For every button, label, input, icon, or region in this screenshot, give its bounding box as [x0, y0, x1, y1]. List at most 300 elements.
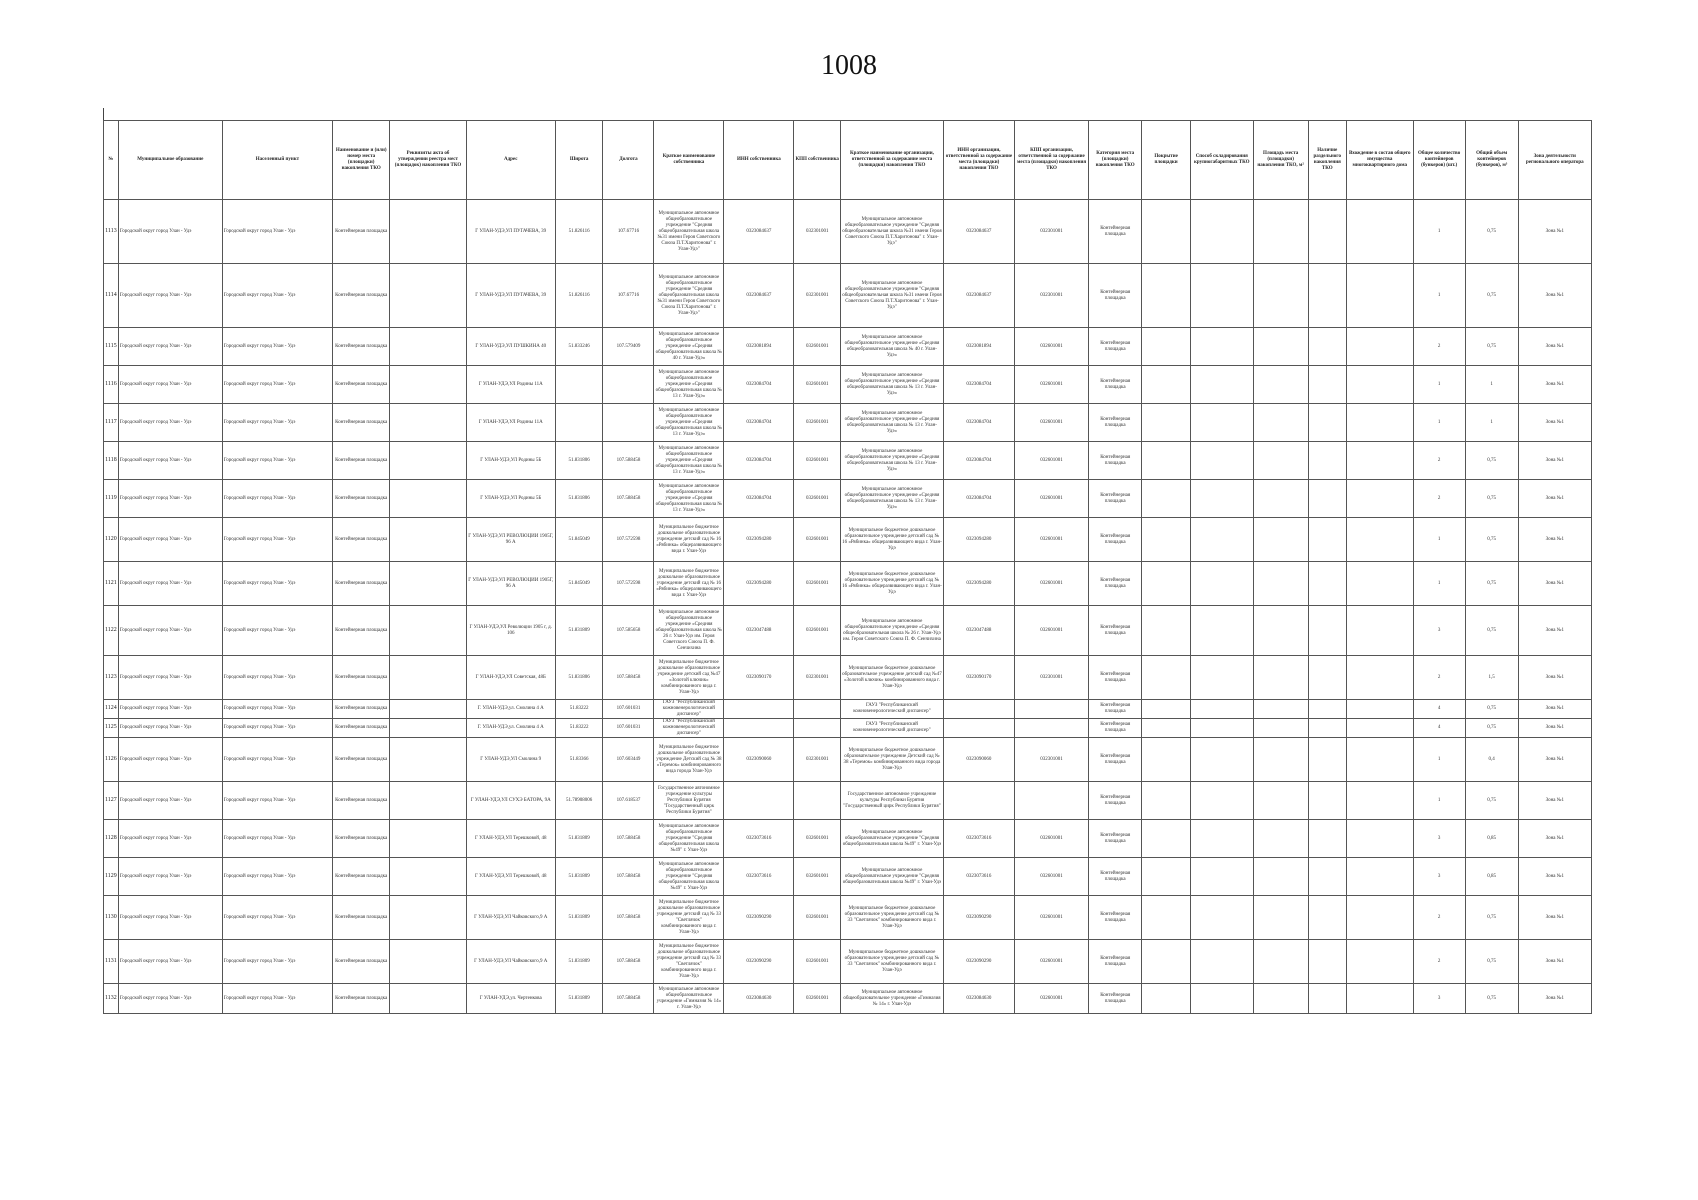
cell-area [1253, 858, 1308, 896]
table-row [104, 782, 1592, 820]
cell-inn: 0323090290 [724, 940, 794, 984]
cell-mo: Городской округ город Улан - Удэ [118, 404, 222, 442]
cell-inn: 0323081894 [724, 328, 794, 366]
cell-np: Городской округ город Улан - Удэ [222, 328, 332, 366]
cell-inn [724, 719, 794, 738]
cell-sep [1308, 404, 1346, 442]
cell-mo: Городской округ город Улан - Удэ [118, 442, 222, 480]
cell-okpp: 032301001 [1014, 200, 1088, 264]
cell-mkd [1346, 896, 1413, 940]
cell-sep [1308, 896, 1346, 940]
cell-cat: Контейнерная площадка [1089, 264, 1142, 328]
cell-kpp: 032301001 [794, 738, 841, 782]
col-header: Наименование и (или) номер места (площадки) накопления ТКО [333, 121, 390, 200]
cell-cov [1142, 700, 1191, 719]
cell-cnt: 4 [1413, 700, 1465, 719]
cell-cnt: 3 [1413, 858, 1465, 896]
cell-n: 1119 [104, 480, 119, 518]
cell-cov [1142, 562, 1191, 606]
cell-lat: 51.83366 [555, 738, 603, 782]
cell-act [390, 366, 466, 404]
cell-org: ГАУЗ "Республиканский кожновенерологический диспансер" [841, 719, 944, 738]
cell-okpp: 032601001 [1014, 442, 1088, 480]
cell-lat: 51.83222 [555, 719, 603, 738]
cell-np: Городской округ город Улан - Удэ [222, 606, 332, 656]
cell-oinn: 0323094280 [943, 518, 1014, 562]
cell-okpp: 032601001 [1014, 404, 1088, 442]
cell-zone: Зона №1 [1518, 328, 1591, 366]
cell-owner: Муниципальное автономное общеобразовательное учреждение "Средняя общеобразовательная школа №31 имени Героя Советского Союза П.Т.Харитонова" г. Улан-Удэ" [654, 200, 724, 264]
cell-kgo [1190, 719, 1253, 738]
cell-area [1253, 200, 1308, 264]
cell-cat: Контейнерная площадка [1089, 940, 1142, 984]
cell-kpp: 032301001 [794, 656, 841, 700]
cell-np: Городской округ город Улан - Удэ [222, 984, 332, 1014]
cell-kpp: 032601001 [794, 940, 841, 984]
cell-vol: 0,75 [1465, 518, 1518, 562]
cell-okpp: 032601001 [1014, 820, 1088, 858]
cell-owner: Муниципальное бюджетное дошкольное образовательное учреждение детский сад №47 «Золотой ключик» комбинированного вида г. Улан-Удэ [654, 656, 724, 700]
cell-cov [1142, 480, 1191, 518]
cell-mo: Городской округ город Улан - Удэ [118, 518, 222, 562]
col-header: Категория места (площадки) накопления ТКО [1089, 121, 1142, 200]
cell-zone: Зона №1 [1518, 200, 1591, 264]
cell-addr: Г УЛАН-УДЭ,УЛ РЕВОЛЮЦИИ 1905Г, 96 А [466, 518, 555, 562]
table-header-row [104, 121, 1592, 200]
cell-mo: Городской округ город Улан - Удэ [118, 328, 222, 366]
cell-np: Городской округ город Улан - Удэ [222, 782, 332, 820]
table-row [104, 858, 1592, 896]
cell-cnt: 1 [1413, 782, 1465, 820]
cell-lat: 51.78908006 [555, 782, 603, 820]
cell-kgo [1190, 984, 1253, 1014]
cell-lat [555, 366, 603, 404]
cell-zone: Зона №1 [1518, 782, 1591, 820]
col-header: Широта [555, 121, 603, 200]
cell-area [1253, 656, 1308, 700]
cell-kpp [794, 719, 841, 738]
cell-name: Контейнерная площадка [333, 656, 390, 700]
cell-addr: Г УЛАН-УДЭ,УЛ ПУШКИНА 40 [466, 328, 555, 366]
cell-lon: 107.588458 [603, 480, 654, 518]
cell-area [1253, 480, 1308, 518]
cell-vol: 1,5 [1465, 656, 1518, 700]
table-body [104, 200, 1592, 1014]
cell-inn: 0323090060 [724, 738, 794, 782]
cell-inn: 0323073616 [724, 858, 794, 896]
cell-mkd [1346, 782, 1413, 820]
cell-act [390, 606, 466, 656]
cell-vol: 0,85 [1465, 858, 1518, 896]
cell-zone: Зона №1 [1518, 264, 1591, 328]
cell-lon: 107.67716 [603, 200, 654, 264]
cell-act [390, 200, 466, 264]
cell-name: Контейнерная площадка [333, 264, 390, 328]
cell-cnt: 2 [1413, 896, 1465, 940]
cell-vol: 0,85 [1465, 820, 1518, 858]
col-header: Реквизиты акта об утверждении реестра мест (площадок) накопления ТКО [390, 121, 466, 200]
cell-kpp: 032601001 [794, 858, 841, 896]
cell-cnt: 2 [1413, 940, 1465, 984]
cell-n: 1126 [104, 738, 119, 782]
cell-cat: Контейнерная площадка [1089, 562, 1142, 606]
cell-oinn: 0323084637 [943, 200, 1014, 264]
cell-n: 1130 [104, 896, 119, 940]
cell-area [1253, 940, 1308, 984]
cell-owner: Муниципальное автономное общеобразовательное учреждение "Средняя общеобразовательная школа №49" г. Улан-Удэ [654, 858, 724, 896]
cell-lat: 51.845049 [555, 562, 603, 606]
col-header: Наличие раздельного накопления ТКО [1308, 121, 1346, 200]
cell-sep [1308, 858, 1346, 896]
cell-kpp: 032601001 [794, 404, 841, 442]
col-header: № [104, 121, 119, 200]
cell-lat: 51.83222 [555, 700, 603, 719]
cell-n: 1127 [104, 782, 119, 820]
cell-np: Городской округ город Улан - Удэ [222, 480, 332, 518]
cell-oinn: 0323084704 [943, 366, 1014, 404]
cell-mkd [1346, 200, 1413, 264]
cell-lon: 107.601031 [603, 700, 654, 719]
cell-sep [1308, 562, 1346, 606]
cell-cat: Контейнерная площадка [1089, 328, 1142, 366]
cell-mo: Городской округ город Улан - Удэ [118, 738, 222, 782]
cell-okpp: 032601001 [1014, 940, 1088, 984]
cell-cnt: 1 [1413, 264, 1465, 328]
cell-mkd [1346, 700, 1413, 719]
cell-lat: 51.833246 [555, 328, 603, 366]
cell-oinn: 0323084704 [943, 442, 1014, 480]
waste-site-register-table [103, 120, 1592, 1014]
cell-n: 1123 [104, 656, 119, 700]
cell-vol: 1 [1465, 404, 1518, 442]
cell-cov [1142, 656, 1191, 700]
cell-okpp: 032601001 [1014, 366, 1088, 404]
left-margin-rule [103, 108, 104, 120]
cell-org: Муниципальное автономное общеобразовательное учреждение "Средняя общеобразовательная школа №49" г. Улан-Удэ [841, 820, 944, 858]
cell-org: Муниципальное бюджетное дошкольное образовательное учреждение детский сад № 16 «Рябинка» общеразвивающего вида г. Улан-Удэ [841, 518, 944, 562]
cell-zone: Зона №1 [1518, 366, 1591, 404]
cell-zone: Зона №1 [1518, 404, 1591, 442]
cell-vol: 0,75 [1465, 480, 1518, 518]
cell-cat: Контейнерная площадка [1089, 896, 1142, 940]
cell-name: Контейнерная площадка [333, 480, 390, 518]
cell-np: Городской округ город Улан - Удэ [222, 562, 332, 606]
cell-mo: Городской округ город Улан - Удэ [118, 896, 222, 940]
table-row [104, 518, 1592, 562]
cell-inn [724, 700, 794, 719]
cell-lon: 107.601031 [603, 719, 654, 738]
cell-owner: ГАУЗ "Республиканский кожновенерологический диспансер" [654, 719, 724, 738]
cell-lon: 107.588458 [603, 940, 654, 984]
cell-act [390, 656, 466, 700]
cell-cat: Контейнерная площадка [1089, 404, 1142, 442]
cell-kgo [1190, 404, 1253, 442]
cell-vol: 0,75 [1465, 719, 1518, 738]
table-row [104, 404, 1592, 442]
cell-inn [724, 782, 794, 820]
cell-org: Муниципальное автономное общеобразовательное учреждение "Средняя общеобразовательная школа №31 имени Героя Советского Союза П.Т.Харитонова" г. Улан-Удэ" [841, 200, 944, 264]
cell-kpp: 032601001 [794, 896, 841, 940]
cell-mkd [1346, 984, 1413, 1014]
cell-okpp: 032601001 [1014, 984, 1088, 1014]
cell-addr: Г УЛАН-УДЭ,УЛ Терешковой, 48 [466, 820, 555, 858]
cell-inn: 0323073616 [724, 820, 794, 858]
cell-n: 1116 [104, 366, 119, 404]
cell-vol: 0,75 [1465, 606, 1518, 656]
cell-kgo [1190, 700, 1253, 719]
cell-lat: 51.845049 [555, 518, 603, 562]
cell-zone: Зона №1 [1518, 518, 1591, 562]
cell-org: Муниципальное автономное общеобразовательное учреждение "Средняя общеобразовательная школа №31 имени Героя Советского Союза П.Т.Харитонова" г. Улан-Удэ" [841, 264, 944, 328]
cell-inn: 0323084637 [724, 200, 794, 264]
cell-act [390, 442, 466, 480]
cell-oinn: 0323084704 [943, 480, 1014, 518]
cell-vol: 0,75 [1465, 200, 1518, 264]
cell-sep [1308, 480, 1346, 518]
cell-inn: 0323084637 [724, 264, 794, 328]
cell-act [390, 738, 466, 782]
cell-mo: Городской округ город Улан - Удэ [118, 480, 222, 518]
cell-name: Контейнерная площадка [333, 442, 390, 480]
cell-okpp [1014, 782, 1088, 820]
cell-n: 1113 [104, 200, 119, 264]
cell-lon: 107.588458 [603, 442, 654, 480]
cell-act [390, 518, 466, 562]
cell-sep [1308, 738, 1346, 782]
cell-mkd [1346, 858, 1413, 896]
cell-org: Муниципальное автономное общеобразовательное учреждение «Средняя общеобразовательная школа № 13 г. Улан-Удэ» [841, 442, 944, 480]
cell-mo: Городской округ город Улан - Удэ [118, 200, 222, 264]
cell-kgo [1190, 328, 1253, 366]
cell-lon: 107.588458 [603, 896, 654, 940]
cell-cov [1142, 940, 1191, 984]
cell-cov [1142, 984, 1191, 1014]
table-row [104, 896, 1592, 940]
cell-mkd [1346, 656, 1413, 700]
cell-cnt: 1 [1413, 518, 1465, 562]
cell-addr: Г УЛАН-УДЭ,УЛ Родины 11А [466, 366, 555, 404]
table-row [104, 442, 1592, 480]
cell-act [390, 404, 466, 442]
cell-lon: 107.572598 [603, 562, 654, 606]
cell-n: 1125 [104, 719, 119, 738]
cell-kgo [1190, 656, 1253, 700]
cell-area [1253, 896, 1308, 940]
cell-org: Муниципальное бюджетное дошкольное образовательное учреждение детский сад № 16 «Рябинка» общеразвивающего вида г. Улан-Удэ [841, 562, 944, 606]
col-header: Адрес [466, 121, 555, 200]
cell-oinn [943, 719, 1014, 738]
cell-mo: Городской округ город Улан - Удэ [118, 264, 222, 328]
cell-n: 1117 [104, 404, 119, 442]
cell-sep [1308, 442, 1346, 480]
cell-mo: Городской округ город Улан - Удэ [118, 940, 222, 984]
cell-cov [1142, 200, 1191, 264]
cell-vol: 0,75 [1465, 940, 1518, 984]
cell-inn: 0323084630 [724, 984, 794, 1014]
table-row [104, 366, 1592, 404]
cell-zone: Зона №1 [1518, 820, 1591, 858]
cell-owner: Государственное автономное учреждение культуры Республики Бурятия "Государственный цирк Республики Бурятия" [654, 782, 724, 820]
cell-cnt: 1 [1413, 738, 1465, 782]
cell-okpp: 032301001 [1014, 738, 1088, 782]
cell-n: 1115 [104, 328, 119, 366]
cell-inn: 0323047488 [724, 606, 794, 656]
cell-org: ГАУЗ "Республиканский кожновенерологический диспансер" [841, 700, 944, 719]
table-row [104, 940, 1592, 984]
cell-area [1253, 518, 1308, 562]
cell-area [1253, 738, 1308, 782]
cell-name: Контейнерная площадка [333, 782, 390, 820]
cell-act [390, 782, 466, 820]
cell-lon: 107.588458 [603, 858, 654, 896]
cell-oinn: 0323073616 [943, 858, 1014, 896]
cell-zone: Зона №1 [1518, 858, 1591, 896]
cell-lon: 107.588458 [603, 820, 654, 858]
cell-inn: 0323084704 [724, 404, 794, 442]
cell-mkd [1346, 264, 1413, 328]
cell-okpp: 032601001 [1014, 858, 1088, 896]
cell-mkd [1346, 719, 1413, 738]
cell-np: Городской округ город Улан - Удэ [222, 858, 332, 896]
cell-act [390, 896, 466, 940]
cell-cov [1142, 264, 1191, 328]
cell-area [1253, 264, 1308, 328]
cell-cat: Контейнерная площадка [1089, 200, 1142, 264]
cell-kgo [1190, 366, 1253, 404]
cell-cat: Контейнерная площадка [1089, 442, 1142, 480]
cell-np: Городской округ город Улан - Удэ [222, 442, 332, 480]
cell-kpp: 032601001 [794, 562, 841, 606]
cell-owner: Муниципальное автономное общеобразовательное учреждение «Средняя общеобразовательная школа № 13 г. Улан-Удэ» [654, 442, 724, 480]
cell-lon: 107.618537 [603, 782, 654, 820]
cell-lon [603, 404, 654, 442]
col-header: Краткое наименование организации, ответственной за содержание места (площадки) накопления ТКО [841, 121, 944, 200]
cell-org: Муниципальное бюджетное дошкольное образовательное учреждение детский сад № 33 "Светлячок" комбинированного вида г. Улан-Удэ [841, 940, 944, 984]
cell-cov [1142, 442, 1191, 480]
cell-mkd [1346, 940, 1413, 984]
cell-act [390, 562, 466, 606]
cell-kgo [1190, 858, 1253, 896]
cell-oinn: 0323073616 [943, 820, 1014, 858]
cell-oinn: 0323084637 [943, 264, 1014, 328]
cell-cnt: 1 [1413, 200, 1465, 264]
cell-org: Муниципальное автономное общеобразовательное учреждение «Средняя общеобразовательная школа № 13 г. Улан-Удэ» [841, 480, 944, 518]
cell-inn: 0323090290 [724, 896, 794, 940]
cell-cnt: 4 [1413, 719, 1465, 738]
cell-kpp: 032601001 [794, 606, 841, 656]
cell-inn: 0323084704 [724, 480, 794, 518]
cell-sep [1308, 782, 1346, 820]
cell-name: Контейнерная площадка [333, 366, 390, 404]
cell-cnt: 2 [1413, 480, 1465, 518]
cell-name: Контейнерная площадка [333, 858, 390, 896]
cell-zone: Зона №1 [1518, 606, 1591, 656]
cell-name: Контейнерная площадка [333, 984, 390, 1014]
cell-owner: Муниципальное бюджетное дошкольное образовательное учреждение Детский сад № 38 «Теремок» комбинированного вида города Улан-Удэ [654, 738, 724, 782]
cell-zone: Зона №1 [1518, 984, 1591, 1014]
cell-mo: Городской округ город Улан - Удэ [118, 366, 222, 404]
cell-zone: Зона №1 [1518, 562, 1591, 606]
cell-act [390, 858, 466, 896]
cell-cat: Контейнерная площадка [1089, 782, 1142, 820]
cell-kpp [794, 700, 841, 719]
cell-name: Контейнерная площадка [333, 562, 390, 606]
cell-lat: 51.826116 [555, 264, 603, 328]
cell-zone: Зона №1 [1518, 896, 1591, 940]
cell-mo: Городской округ город Улан - Удэ [118, 562, 222, 606]
table-row [104, 984, 1592, 1014]
cell-addr: Г УЛАН-УДЭ,УЛ Чайковского,9 А [466, 896, 555, 940]
cell-name: Контейнерная площадка [333, 200, 390, 264]
cell-okpp: 032301001 [1014, 264, 1088, 328]
cell-owner: Муниципальное автономное общеобразовательное учреждение «Средняя общеобразовательная школа № 13 г. Улан-Удэ» [654, 404, 724, 442]
table-row [104, 820, 1592, 858]
table-row [104, 606, 1592, 656]
cell-owner: Муниципальное бюджетное дошкольное образовательное учреждение детский сад № 16 «Рябинка» общеразвивающего вида г. Улан-Удэ [654, 518, 724, 562]
cell-vol: 0,75 [1465, 328, 1518, 366]
table-row [104, 719, 1592, 738]
cell-lat: 51.831809 [555, 606, 603, 656]
cell-kpp: 032601001 [794, 366, 841, 404]
cell-sep [1308, 518, 1346, 562]
cell-addr: Г УЛАН-УДЭ,УЛ Советская, 48Б [466, 656, 555, 700]
cell-cnt: 3 [1413, 984, 1465, 1014]
cell-org: Муниципальное автономное общеобразовательное учреждение «Гимназия № 14» г. Улан-Удэ [841, 984, 944, 1014]
cell-act [390, 480, 466, 518]
cell-owner: Муниципальное автономное общеобразовательное учреждение "Средняя общеобразовательная школа №49" г. Улан-Удэ [654, 820, 724, 858]
table-row [104, 562, 1592, 606]
cell-owner: Муниципальное автономное общеобразовательное учреждение «Средняя общеобразовательная школа № 40 г. Улан-Удэ» [654, 328, 724, 366]
cell-kgo [1190, 820, 1253, 858]
col-header: КПП собственника [794, 121, 841, 200]
cell-mkd [1346, 366, 1413, 404]
cell-zone: Зона №1 [1518, 738, 1591, 782]
cell-okpp [1014, 719, 1088, 738]
cell-kpp: 032601001 [794, 328, 841, 366]
cell-okpp: 032601001 [1014, 480, 1088, 518]
cell-kgo [1190, 442, 1253, 480]
cell-vol: 0,75 [1465, 442, 1518, 480]
cell-mkd [1346, 404, 1413, 442]
table-row [104, 700, 1592, 719]
col-header: Общее количество контейнеров (бункеров) (шт.) [1413, 121, 1465, 200]
cell-addr: Г. УЛАН-УДЭ,ул. Смолина 4 А [466, 700, 555, 719]
cell-okpp: 032301001 [1014, 656, 1088, 700]
cell-name: Контейнерная площадка [333, 940, 390, 984]
cell-cov [1142, 858, 1191, 896]
col-header: Зона деятельности регионального оператора [1518, 121, 1591, 200]
cell-name: Контейнерная площадка [333, 719, 390, 738]
cell-lat: 51.831806 [555, 480, 603, 518]
table-row [104, 328, 1592, 366]
cell-addr: Г УЛАН-УДЭ,УЛ ПУГАЧЕВА, 39 [466, 264, 555, 328]
cell-owner: Муниципальное автономное общеобразовательное учреждение «Средняя общеобразовательная школа № 26 г. Улан-Удэ им. Героя Советского Союза П. Ф. Сенчихина [654, 606, 724, 656]
cell-addr: Г УЛАН-УДЭ,ул. Чертенкова [466, 984, 555, 1014]
cell-cat: Контейнерная площадка [1089, 820, 1142, 858]
cell-act [390, 700, 466, 719]
cell-org: Муниципальное автономное общеобразовательное учреждение «Средняя общеобразовательная школа № 13 г. Улан-Удэ» [841, 404, 944, 442]
cell-oinn: 0323084630 [943, 984, 1014, 1014]
cell-org: Муниципальное бюджетное дошкольное образовательное учреждение Детский сад № 38 «Теремок» комбинированного вида города Улан-Удэ [841, 738, 944, 782]
cell-owner: Муниципальное автономное общеобразовательное учреждение «Средняя общеобразовательная школа № 13 г. Улан-Удэ» [654, 366, 724, 404]
table-row [104, 264, 1592, 328]
cell-name: Контейнерная площадка [333, 518, 390, 562]
cell-zone: Зона №1 [1518, 656, 1591, 700]
cell-cat: Контейнерная площадка [1089, 984, 1142, 1014]
cell-mo: Городской округ город Улан - Удэ [118, 656, 222, 700]
cell-area [1253, 700, 1308, 719]
cell-oinn: 0323090290 [943, 940, 1014, 984]
